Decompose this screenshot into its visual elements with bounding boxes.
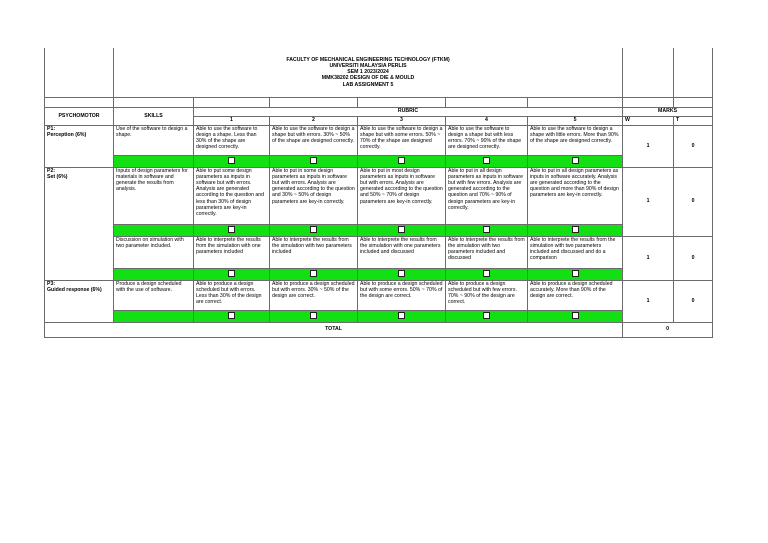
table-row <box>45 280 713 310</box>
header-university: UNIVERSITI MALAYSIA PERLIS <box>329 62 407 69</box>
rubric-level-5: Able to use the software to design a shape with little errors. More than 90% of the shape are designed correctly. <box>528 125 623 155</box>
rubric-level-4: Able to produce a design scheduled but with few errors. 70% ~ 90% of the design are correct. <box>446 280 528 310</box>
grand-total-value: 0 <box>623 322 713 337</box>
skill-green-cell <box>114 268 194 280</box>
level-4-heading: 4 <box>446 116 528 125</box>
level-1-heading: 1 <box>194 116 270 125</box>
weight-value: 1 <box>623 167 674 236</box>
level-5-checkbox[interactable] <box>572 226 579 233</box>
psychomotor-cell: P1: Perception (6%) <box>45 125 114 167</box>
rubric-level-2: Able to put in some design parameters as inputs in software but with errors. Analysis are generated according to the question and 30% ~ 50% of design parameters are key-in correctly. <box>270 167 358 224</box>
sheet-header <box>114 48 623 97</box>
level-2-checkbox[interactable] <box>310 157 317 164</box>
skill-green-cell <box>114 310 194 322</box>
spacer-cell <box>446 97 528 107</box>
spacer-cell <box>194 97 270 107</box>
weight-value: 1 <box>623 280 674 322</box>
total-value: 0 <box>674 280 713 322</box>
rubric-level-3: Able to interprete the results from the simulation with one parameters included and discussed <box>358 236 446 268</box>
psychomotor-cell: P2: Set (6%) <box>45 167 114 280</box>
level-4-checkbox[interactable] <box>483 226 490 233</box>
level-2-checkbox[interactable] <box>310 312 317 319</box>
table-row <box>45 167 713 224</box>
spacer-cell <box>270 97 358 107</box>
checkbox-row <box>45 155 713 167</box>
level-5-heading: 5 <box>528 116 623 125</box>
rubric-level-5: Able to put in all design parameters as inputs in software accurately. Analysis are generated according to the question and more than 90% of design parameters are key-in correctly. <box>528 167 623 224</box>
header-course: MMK38202 DESIGN OF DIE & MOULD <box>321 75 415 82</box>
level-5-checkbox[interactable] <box>572 270 579 277</box>
spacer-cell <box>358 97 446 107</box>
skill-cell: Produce a design scheduled with the use of software. <box>114 280 194 310</box>
level-3-heading: 3 <box>358 116 446 125</box>
rubric-level-1: Able to interprete the results from the simulation with one parameters included <box>194 236 270 268</box>
table-row <box>45 125 713 155</box>
level-5-checkbox[interactable] <box>572 157 579 164</box>
level-3-checkbox[interactable] <box>398 270 405 277</box>
level-1-checkbox[interactable] <box>228 157 235 164</box>
header-semester: SEM 1 2023/2024 <box>347 69 389 76</box>
table-row <box>45 236 713 268</box>
header-blank-left <box>45 48 114 97</box>
rubric-heading: RUBRIC <box>194 107 623 116</box>
level-3-checkbox[interactable] <box>398 157 405 164</box>
checkbox-row <box>45 310 713 322</box>
level-1-checkbox[interactable] <box>228 270 235 277</box>
total-value: 0 <box>674 236 713 280</box>
marks-heading: MARKS <box>623 107 713 116</box>
level-2-heading: 2 <box>270 116 358 125</box>
spacer-cell <box>674 97 713 107</box>
rubric-level-1: Able to use the software to design a shape. Less than 30% of the shape are designed correctly. <box>194 125 270 155</box>
level-4-checkbox[interactable] <box>483 270 490 277</box>
spacer-cell <box>623 97 674 107</box>
psychomotor-heading: PSYCHOMOTOR <box>45 107 114 125</box>
rubric-level-1: Able to put some design parameters as inputs in software but with errors. Analysis are generated according to the question and less than 30% of design parameters are key-in correctly. <box>194 167 270 224</box>
level-5-checkbox[interactable] <box>572 312 579 319</box>
rubric-level-4: Able to put in all design parameters as inputs in software but with few errors. Analysis are generated according to the question and 70% ~ 90% of design parameters are key-in correctly. <box>446 167 528 224</box>
spacer-cell <box>528 97 623 107</box>
skill-cell: Discussion on simulation with two parameter included. <box>114 236 194 268</box>
total-value: 0 <box>674 125 713 167</box>
skill-green-cell <box>114 155 194 167</box>
level-2-checkbox[interactable] <box>310 270 317 277</box>
rubric-level-2: Able to interprete the results from the simulation with two parameters included <box>270 236 358 268</box>
total-mark-heading: T <box>674 116 713 125</box>
level-4-checkbox[interactable] <box>483 312 490 319</box>
level-4-checkbox[interactable] <box>483 157 490 164</box>
rubric-level-1: Able to produce a design scheduled but with errors. Less than 30% of the design are correct. <box>194 280 270 310</box>
rubric-level-5: Able to interprete the results from the simulation with two parameters included and discussed and do a comparison <box>528 236 623 268</box>
skill-cell: Inputs of design parameters for materials in software and generate the results from analysis. <box>114 167 194 224</box>
header-faculty: FACULTY OF MECHANICAL ENGINEERING TECHNOLOGY (FTKM) <box>286 56 450 63</box>
psychomotor-cell: P3: Guided response (6%) <box>45 280 114 322</box>
checkbox-row <box>45 268 713 280</box>
skill-green-cell <box>114 224 194 236</box>
rubric-level-4: Able to interprete the results from the simulation with two parameters included and discussed <box>446 236 528 268</box>
spacer-cell <box>114 97 194 107</box>
weight-value: 1 <box>623 125 674 167</box>
total-label: TOTAL <box>45 322 623 337</box>
rubric-level-4: Able to use the software to design a shape but with less errors. 70% ~ 90% of the shape are designed correctly. <box>446 125 528 155</box>
rubric-level-3: Able to use the software to design a shape but with some errors. 50% ~ 70% of the shape are designed correctly. <box>358 125 446 155</box>
header-blank-t <box>674 48 713 97</box>
rubric-sheet <box>44 48 713 338</box>
header-blank-w <box>623 48 674 97</box>
rubric-level-5: Able to produce a design scheduled accurately. More than 90% of the design are correct. <box>528 280 623 310</box>
header-assignment: LAB ASSIGNMENT 5 <box>342 81 394 88</box>
rubric-level-2: Able to use the software to design a shape but with errors. 30% ~ 50% of the shape are designed correctly. <box>270 125 358 155</box>
weight-value: 1 <box>623 236 674 280</box>
level-3-checkbox[interactable] <box>398 312 405 319</box>
level-1-checkbox[interactable] <box>228 226 235 233</box>
level-2-checkbox[interactable] <box>310 226 317 233</box>
rubric-level-3: Able to produce a design scheduled but with some errors. 50% ~ 70% of the design are correct. <box>358 280 446 310</box>
skill-cell: Use of the software to design a shape. <box>114 125 194 155</box>
spacer-cell <box>45 97 114 107</box>
rubric-level-2: Able to produce a design scheduled but with errors. 30% ~ 50% of the design are correct. <box>270 280 358 310</box>
rubric-level-3: Able to put in most design parameters as inputs in software but with errors. Analysis are generated according to the question and 50% ~ 70% of design parameters are key-in correctly. <box>358 167 446 224</box>
level-1-checkbox[interactable] <box>228 312 235 319</box>
level-3-checkbox[interactable] <box>398 226 405 233</box>
total-row <box>45 322 713 337</box>
checkbox-row <box>45 224 713 236</box>
skills-heading: SKILLS <box>114 107 194 125</box>
weight-heading: W <box>623 116 674 125</box>
total-value: 0 <box>674 167 713 236</box>
